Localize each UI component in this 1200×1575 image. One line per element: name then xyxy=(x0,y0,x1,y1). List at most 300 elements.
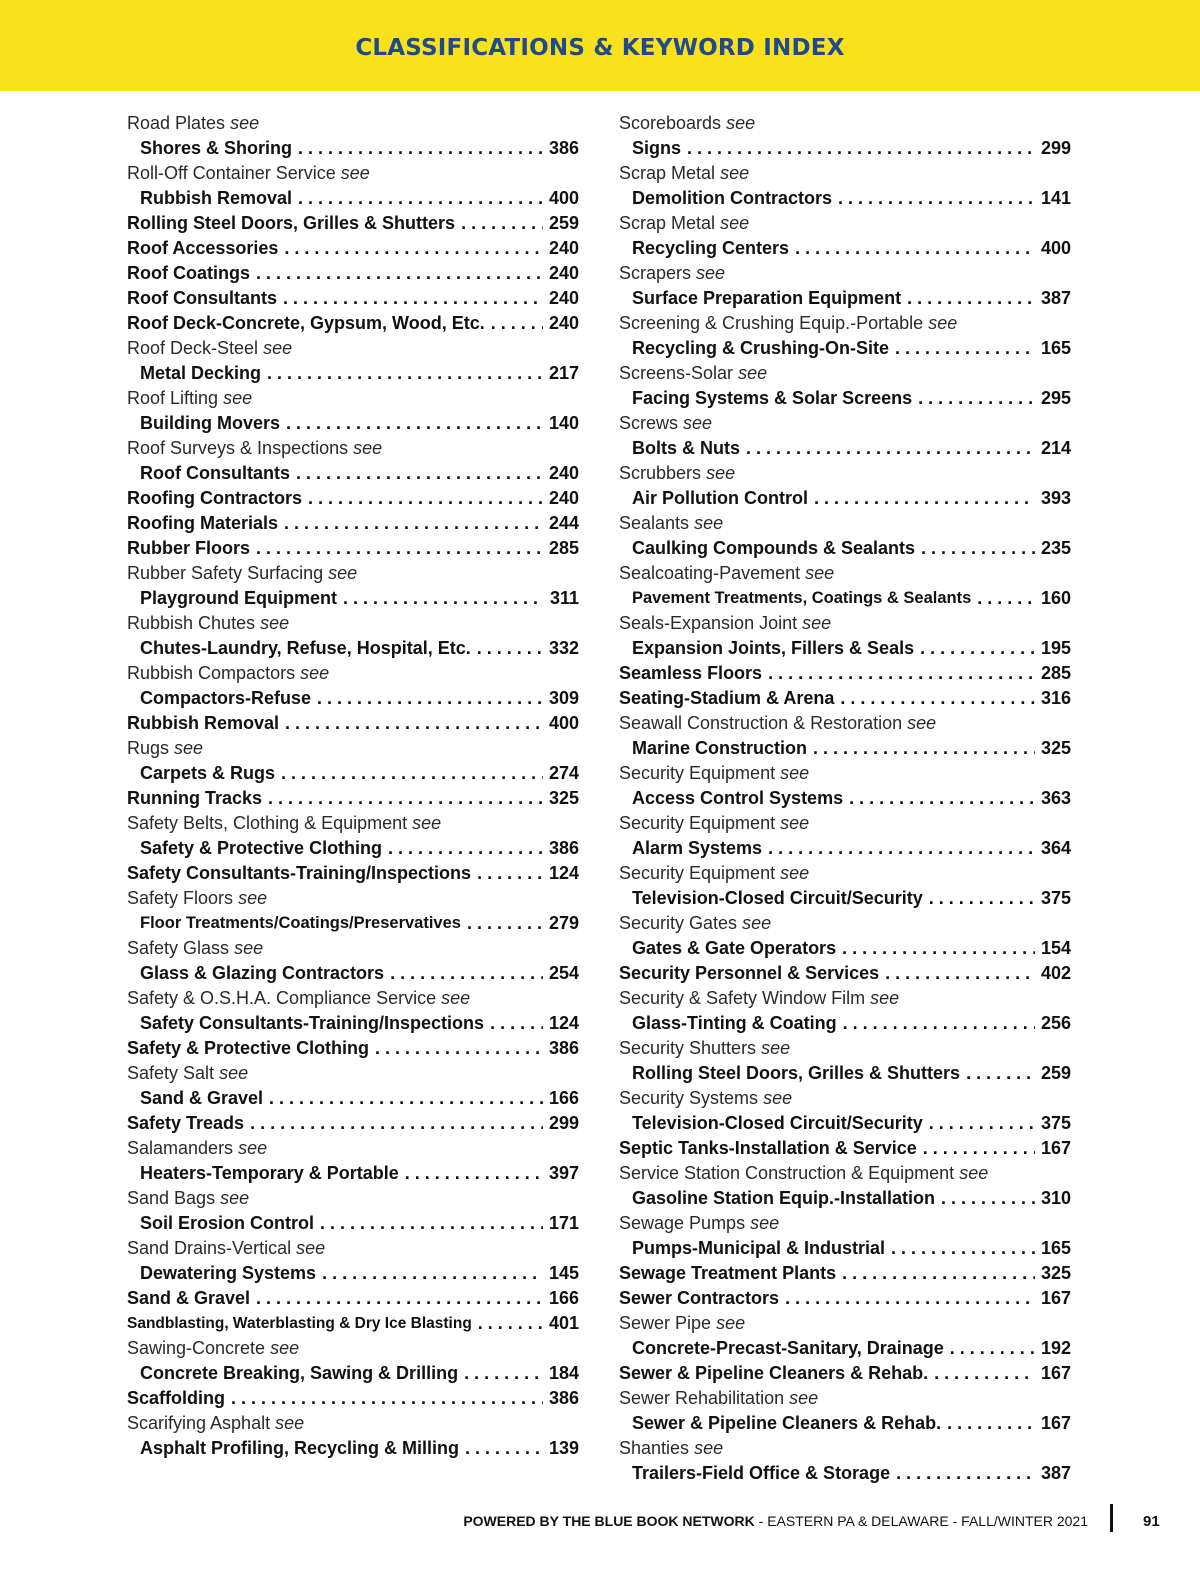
dot-leader xyxy=(832,186,1035,211)
entry-term: Rolling Steel Doors, Grilles & Shutters xyxy=(127,213,456,233)
index-entry xyxy=(127,311,579,336)
dot-leader xyxy=(762,836,1035,861)
see-label: see xyxy=(694,1438,724,1458)
entry-term: Roof Consultants xyxy=(140,463,290,483)
entry-term: Roof Accessories xyxy=(127,238,279,258)
entry-page-number: 214 xyxy=(1040,438,1071,458)
cross-reference xyxy=(127,736,579,761)
dot-leader xyxy=(278,236,543,261)
entry-page-number: 141 xyxy=(1040,188,1071,208)
reference-term: Scrubbers xyxy=(619,463,702,483)
dot-leader xyxy=(879,961,1035,986)
reference-term: Sewer Rehabilitation xyxy=(619,1388,785,1408)
entry-page-number: 386 xyxy=(548,838,579,858)
index-sub-entry xyxy=(127,911,579,936)
index-sub-entry xyxy=(619,636,1071,661)
reference-term: Shanties xyxy=(619,1438,690,1458)
index-sub-entry xyxy=(127,1211,579,1236)
entry-page-number: 309 xyxy=(548,688,579,708)
dot-leader xyxy=(836,1261,1035,1286)
entry-page-number: 402 xyxy=(1040,963,1071,983)
entry-page-number: 401 xyxy=(548,1313,579,1333)
cross-reference xyxy=(127,1136,579,1161)
entry-term: Heaters-Temporary & Portable xyxy=(140,1163,399,1183)
index-sub-entry xyxy=(619,336,1071,361)
cross-reference xyxy=(619,1211,1071,1236)
entry-page-number: 124 xyxy=(548,1013,579,1033)
entry-page-number: 325 xyxy=(1040,1263,1071,1283)
index-entry xyxy=(127,1286,579,1311)
cross-reference xyxy=(619,861,1071,886)
dot-leader xyxy=(459,1436,543,1461)
index-entry xyxy=(619,961,1071,986)
entry-term: Chutes-Laundry, Refuse, Hospital, Etc. xyxy=(140,638,471,658)
dot-leader xyxy=(292,136,543,161)
entry-page-number: 386 xyxy=(548,138,579,158)
cross-reference xyxy=(619,461,1071,486)
index-sub-entry xyxy=(127,1086,579,1111)
entry-term: Alarm Systems xyxy=(632,838,763,858)
index-entry xyxy=(619,686,1071,711)
dot-leader xyxy=(779,1286,1035,1311)
entry-term: Seating-Stadium & Arena xyxy=(619,688,835,708)
cross-reference xyxy=(127,561,579,586)
dot-leader xyxy=(484,1011,543,1036)
reference-term: Sealcoating-Pavement xyxy=(619,563,801,583)
index-sub-entry xyxy=(619,236,1071,261)
reference-term: Safety Floors xyxy=(127,888,234,908)
entry-page-number: 325 xyxy=(548,788,579,808)
entry-term: Sewer & Pipeline Cleaners & Rehab. xyxy=(632,1413,942,1433)
dot-leader xyxy=(901,286,1035,311)
entry-page-number: 145 xyxy=(548,1263,579,1283)
entry-page-number: 279 xyxy=(548,913,579,933)
see-label: see xyxy=(726,113,756,133)
dot-leader xyxy=(885,1236,1035,1261)
see-label: see xyxy=(230,113,260,133)
cross-reference xyxy=(127,336,579,361)
entry-term: Bolts & Nuts xyxy=(632,438,740,458)
dot-leader xyxy=(458,1361,543,1386)
reference-term: Scrap Metal xyxy=(619,213,716,233)
entry-page-number: 240 xyxy=(548,263,579,283)
cross-reference xyxy=(619,761,1071,786)
index-sub-entry xyxy=(127,461,579,486)
see-label: see xyxy=(742,913,772,933)
index-entry xyxy=(127,286,579,311)
dot-leader xyxy=(461,911,543,936)
reference-term: Screws xyxy=(619,413,679,433)
entry-page-number: 254 xyxy=(548,963,579,983)
index-entry xyxy=(127,1111,579,1136)
entry-page-number: 154 xyxy=(1040,938,1071,958)
reference-term: Screening & Crushing Equip.-Portable xyxy=(619,313,924,333)
entry-term: Surface Preparation Equipment xyxy=(632,288,902,308)
entry-page-number: 235 xyxy=(1040,538,1071,558)
reference-term: Rugs xyxy=(127,738,170,758)
entry-term: Concrete Breaking, Sawing & Drilling xyxy=(140,1363,459,1383)
dot-leader xyxy=(837,1011,1035,1036)
see-label: see xyxy=(260,613,290,633)
cross-reference xyxy=(619,1086,1071,1111)
entry-term: Safety Consultants-Training/Inspections xyxy=(140,1013,485,1033)
index-sub-entry xyxy=(127,186,579,211)
index-sub-entry xyxy=(127,686,579,711)
footer-edition: - EASTERN PA & DELAWARE - FALL/WINTER 2021 xyxy=(754,1513,1088,1529)
entry-term: Glass-Tinting & Coating xyxy=(632,1013,837,1033)
entry-page-number: 256 xyxy=(1040,1013,1071,1033)
entry-page-number: 375 xyxy=(1040,1113,1071,1133)
index-entry xyxy=(127,1386,579,1411)
entry-term: Recycling Centers xyxy=(632,238,790,258)
cross-reference xyxy=(619,161,1071,186)
entry-term: Building Movers xyxy=(140,413,281,433)
entry-term: Marine Construction xyxy=(632,738,808,758)
entry-term: Demolition Contractors xyxy=(632,188,833,208)
entry-term: Roof Coatings xyxy=(127,263,250,283)
cross-reference xyxy=(127,386,579,411)
index-sub-entry xyxy=(619,286,1071,311)
footer-divider xyxy=(1110,1504,1113,1532)
index-entry xyxy=(127,511,579,536)
cross-reference xyxy=(127,161,579,186)
dot-leader xyxy=(279,711,543,736)
reference-term: Sewage Pumps xyxy=(619,1213,746,1233)
reference-term: Security Shutters xyxy=(619,1038,757,1058)
reference-term: Security Equipment xyxy=(619,813,776,833)
footer-network: POWERED BY THE BLUE BOOK NETWORK xyxy=(463,1513,755,1529)
dot-leader xyxy=(337,586,544,611)
dot-leader xyxy=(278,511,543,536)
dot-leader xyxy=(807,736,1035,761)
dot-leader xyxy=(808,486,1035,511)
entry-page-number: 400 xyxy=(1040,238,1071,258)
reference-term: Sealants xyxy=(619,513,690,533)
see-label: see xyxy=(738,363,768,383)
entry-term: Signs xyxy=(632,138,682,158)
index-column-left xyxy=(127,111,579,1461)
entry-term: Rubbish Removal xyxy=(127,713,280,733)
index-sub-entry xyxy=(127,1436,579,1461)
entry-page-number: 386 xyxy=(548,1038,579,1058)
dot-leader xyxy=(923,1111,1035,1136)
see-label: see xyxy=(870,988,900,1008)
see-label: see xyxy=(441,988,471,1008)
entry-term: Soil Erosion Control xyxy=(140,1213,314,1233)
entry-page-number: 240 xyxy=(548,238,579,258)
index-sub-entry xyxy=(619,786,1071,811)
entry-term: Facing Systems & Solar Screens xyxy=(632,388,913,408)
dot-leader xyxy=(244,1111,543,1136)
entry-term: Rolling Steel Doors, Grilles & Shutters xyxy=(632,1063,961,1083)
dot-leader xyxy=(369,1036,543,1061)
index-sub-entry xyxy=(127,1361,579,1386)
index-entry xyxy=(619,1136,1071,1161)
reference-term: Safety Glass xyxy=(127,938,230,958)
entry-page-number: 165 xyxy=(1040,338,1071,358)
reference-term: Security & Safety Window Film xyxy=(619,988,866,1008)
see-label: see xyxy=(720,213,750,233)
entry-page-number: 386 xyxy=(548,1388,579,1408)
cross-reference xyxy=(619,211,1071,236)
reference-term: Service Station Construction & Equipment xyxy=(619,1163,955,1183)
dot-leader xyxy=(923,886,1035,911)
entry-page-number: 171 xyxy=(548,1213,579,1233)
index-entry xyxy=(127,1311,579,1336)
see-label: see xyxy=(706,463,736,483)
entry-term: Scaffolding xyxy=(127,1388,225,1408)
index-sub-entry xyxy=(127,136,579,161)
dot-leader xyxy=(455,211,543,236)
dot-leader xyxy=(314,1211,543,1236)
dot-leader xyxy=(250,536,543,561)
index-entry xyxy=(127,486,579,511)
reference-term: Sawing-Concrete xyxy=(127,1338,266,1358)
reference-term: Safety & O.S.H.A. Compliance Service xyxy=(127,988,437,1008)
index-sub-entry xyxy=(619,886,1071,911)
reference-term: Sand Drains-Vertical xyxy=(127,1238,292,1258)
cross-reference xyxy=(127,436,579,461)
entry-term: Sandblasting, Waterblasting & Dry Ice Blasting xyxy=(127,1315,472,1332)
see-label: see xyxy=(234,938,264,958)
cross-reference xyxy=(127,1411,579,1436)
index-sub-entry xyxy=(619,436,1071,461)
entry-term: Dewatering Systems xyxy=(140,1263,317,1283)
reference-term: Rubber Safety Surfacing xyxy=(127,563,324,583)
dot-leader xyxy=(485,311,543,336)
entry-term: Expansion Joints, Fillers & Seals xyxy=(632,638,915,658)
dot-leader xyxy=(382,836,543,861)
index-sub-entry xyxy=(619,1111,1071,1136)
index-entry xyxy=(127,211,579,236)
dot-leader xyxy=(935,1186,1035,1211)
reference-term: Rubbish Chutes xyxy=(127,613,256,633)
entry-page-number: 325 xyxy=(1040,738,1071,758)
cross-reference xyxy=(619,611,1071,636)
index-sub-entry xyxy=(127,361,579,386)
dot-leader xyxy=(971,586,1035,611)
entry-page-number: 167 xyxy=(1040,1138,1071,1158)
reference-term: Salamanders xyxy=(127,1138,234,1158)
entry-term: Rubber Floors xyxy=(127,538,251,558)
see-label: see xyxy=(296,1238,326,1258)
entry-term: Sewer & Pipeline Cleaners & Rehab. xyxy=(619,1363,929,1383)
reference-term: Roll-Off Container Service xyxy=(127,163,336,183)
cross-reference xyxy=(127,1061,579,1086)
entry-term: Pavement Treatments, Coatings & Sealants xyxy=(632,589,972,607)
reference-term: Security Equipment xyxy=(619,863,776,883)
index-sub-entry xyxy=(127,636,579,661)
see-label: see xyxy=(412,813,442,833)
dot-leader xyxy=(225,1386,543,1411)
entry-term: Asphalt Profiling, Recycling & Milling xyxy=(140,1438,460,1458)
index-sub-entry xyxy=(619,486,1071,511)
cross-reference xyxy=(619,811,1071,836)
page-header xyxy=(0,0,1200,91)
reference-term: Screens-Solar xyxy=(619,363,734,383)
reference-term: Scarifying Asphalt xyxy=(127,1413,271,1433)
see-label: see xyxy=(750,1213,780,1233)
reference-term: Scoreboards xyxy=(619,113,722,133)
see-label: see xyxy=(696,263,726,283)
cross-reference xyxy=(619,111,1071,136)
dot-leader xyxy=(399,1161,543,1186)
cross-reference xyxy=(127,111,579,136)
entry-term: Television-Closed Circuit/Security xyxy=(632,1113,923,1133)
cross-reference xyxy=(619,1161,1071,1186)
see-label: see xyxy=(300,663,330,683)
reference-term: Sand Bags xyxy=(127,1188,216,1208)
entry-page-number: 285 xyxy=(1040,663,1071,683)
dot-leader xyxy=(471,861,543,886)
see-label: see xyxy=(763,1088,793,1108)
cross-reference xyxy=(127,886,579,911)
reference-term: Safety Salt xyxy=(127,1063,215,1083)
entry-term: Safety Treads xyxy=(127,1113,245,1133)
entry-page-number: 259 xyxy=(548,213,579,233)
entry-term: Concrete-Precast-Sanitary, Drainage xyxy=(632,1338,944,1358)
entry-term: Television-Closed Circuit/Security xyxy=(632,888,923,908)
cross-reference xyxy=(619,361,1071,386)
entry-term: Access Control Systems xyxy=(632,788,844,808)
dot-leader xyxy=(912,386,1035,411)
cross-reference xyxy=(619,1436,1071,1461)
index-entry xyxy=(619,1361,1071,1386)
reference-term: Seals-Expansion Joint xyxy=(619,613,798,633)
see-label: see xyxy=(694,513,724,533)
reference-term: Seawall Construction & Restoration xyxy=(619,713,903,733)
dot-leader xyxy=(836,936,1035,961)
see-label: see xyxy=(780,763,810,783)
dot-leader xyxy=(263,1086,543,1111)
entry-term: Carpets & Rugs xyxy=(140,763,276,783)
reference-term: Security Systems xyxy=(619,1088,759,1108)
entry-page-number: 217 xyxy=(548,363,579,383)
see-label: see xyxy=(174,738,204,758)
see-label: see xyxy=(223,388,253,408)
see-label: see xyxy=(353,438,383,458)
see-label: see xyxy=(805,563,835,583)
entry-term: Septic Tanks-Installation & Service xyxy=(619,1138,917,1158)
index-entry xyxy=(127,711,579,736)
dot-leader xyxy=(250,1286,543,1311)
entry-page-number: 167 xyxy=(1040,1288,1071,1308)
entry-page-number: 400 xyxy=(548,713,579,733)
see-label: see xyxy=(270,1338,300,1358)
entry-page-number: 139 xyxy=(548,1438,579,1458)
see-label: see xyxy=(340,163,370,183)
entry-page-number: 400 xyxy=(548,188,579,208)
entry-page-number: 184 xyxy=(548,1363,579,1383)
entry-term: Glass & Glazing Contractors xyxy=(140,963,385,983)
index-sub-entry xyxy=(619,1061,1071,1086)
index-sub-entry xyxy=(619,136,1071,161)
entry-page-number: 310 xyxy=(1040,1188,1071,1208)
see-label: see xyxy=(720,163,750,183)
index-entry xyxy=(619,1286,1071,1311)
entry-term: Safety & Protective Clothing xyxy=(127,1038,370,1058)
entry-term: Trailers-Field Office & Storage xyxy=(632,1463,891,1483)
index-sub-entry xyxy=(127,1161,579,1186)
cross-reference xyxy=(127,1186,579,1211)
index-entry xyxy=(619,1261,1071,1286)
dot-leader xyxy=(762,661,1035,686)
cross-reference xyxy=(619,711,1071,736)
see-label: see xyxy=(220,1188,250,1208)
cross-reference xyxy=(619,1386,1071,1411)
index-sub-entry xyxy=(127,1261,579,1286)
index-sub-entry xyxy=(619,1186,1071,1211)
entry-page-number: 166 xyxy=(548,1088,579,1108)
entry-page-number: 240 xyxy=(548,313,579,333)
index-sub-entry xyxy=(619,1411,1071,1436)
dot-leader xyxy=(292,186,543,211)
dot-leader xyxy=(261,361,543,386)
entry-page-number: 192 xyxy=(1040,1338,1071,1358)
entry-term: Running Tracks xyxy=(127,788,263,808)
see-label: see xyxy=(238,888,268,908)
entry-page-number: 387 xyxy=(1040,1463,1071,1483)
see-label: see xyxy=(328,563,358,583)
cross-reference xyxy=(619,1311,1071,1336)
index-sub-entry xyxy=(619,936,1071,961)
dot-leader xyxy=(890,1461,1035,1486)
dot-leader xyxy=(928,1361,1035,1386)
index-sub-entry xyxy=(619,536,1071,561)
see-label: see xyxy=(789,1388,819,1408)
see-label: see xyxy=(780,863,810,883)
entry-term: Caulking Compounds & Sealants xyxy=(632,538,916,558)
reference-term: Scrap Metal xyxy=(619,163,716,183)
reference-term: Roof Surveys & Inspections xyxy=(127,438,349,458)
entry-page-number: 393 xyxy=(1040,488,1071,508)
reference-term: Road Plates xyxy=(127,113,226,133)
cross-reference xyxy=(619,561,1071,586)
index-sub-entry xyxy=(619,1011,1071,1036)
see-label: see xyxy=(716,1313,746,1333)
index-entry xyxy=(127,536,579,561)
entry-term: Gates & Gate Operators xyxy=(632,938,837,958)
entry-page-number: 299 xyxy=(548,1113,579,1133)
entry-page-number: 165 xyxy=(1040,1238,1071,1258)
entry-page-number: 259 xyxy=(1040,1063,1071,1083)
index-entry xyxy=(619,661,1071,686)
entry-page-number: 244 xyxy=(548,513,579,533)
dot-leader xyxy=(275,761,543,786)
dot-leader xyxy=(941,1411,1035,1436)
reference-term: Roof Deck-Steel xyxy=(127,338,259,358)
dot-leader xyxy=(944,1336,1035,1361)
entry-term: Floor Treatments/Coatings/Preservatives xyxy=(140,914,461,932)
dot-leader xyxy=(843,786,1035,811)
entry-term: Roof Deck-Concrete, Gypsum, Wood, Etc. xyxy=(127,313,485,333)
footer-text xyxy=(463,1513,1088,1529)
dot-leader xyxy=(834,686,1035,711)
cross-reference xyxy=(127,936,579,961)
index-sub-entry xyxy=(619,186,1071,211)
cross-reference xyxy=(619,261,1071,286)
entry-page-number: 124 xyxy=(548,863,579,883)
reference-term: Sewer Pipe xyxy=(619,1313,712,1333)
entry-page-number: 240 xyxy=(548,288,579,308)
dot-leader xyxy=(280,411,543,436)
entry-page-number: 195 xyxy=(1040,638,1071,658)
cross-reference xyxy=(619,511,1071,536)
cross-reference xyxy=(619,411,1071,436)
index-entry xyxy=(127,236,579,261)
entry-page-number: 311 xyxy=(549,588,579,608)
entry-page-number: 140 xyxy=(548,413,579,433)
